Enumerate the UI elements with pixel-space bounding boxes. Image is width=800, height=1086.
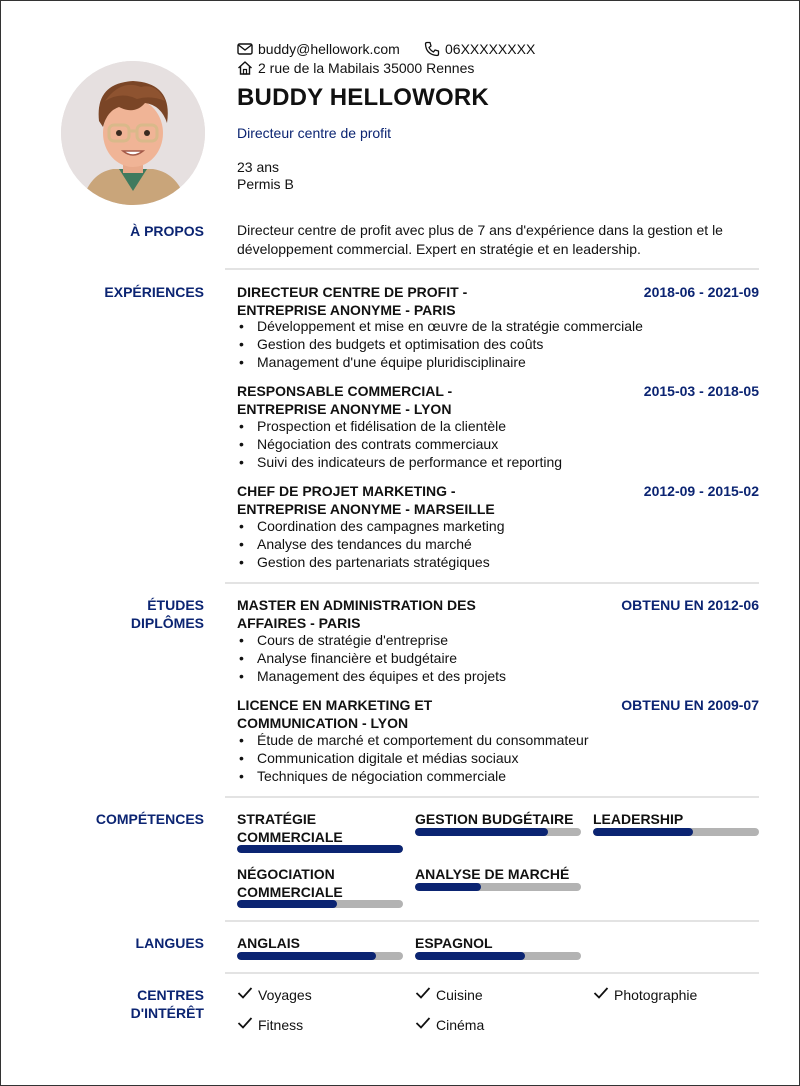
skill-bar-fill [237,845,403,853]
skill-bar [237,845,403,853]
education-title-line2: AFFAIRES - PARIS [237,615,361,631]
language-bar [415,952,581,960]
list-item: • Négociation des contrats commerciaux [237,435,562,453]
section-label-line1: ÉTUDES [147,597,204,613]
skill-bar-fill [237,900,337,908]
experience-title-line2: ENTREPRISE ANONYME - LYON [237,401,452,417]
interest-label: Fitness [258,1016,304,1033]
section-label-about: À PROPOS [130,223,204,239]
education-bullets [237,731,589,785]
skill-name-line2: COMMERCIALE [237,829,343,845]
skill-bar-fill [415,828,548,836]
interest-label: Cuisine [436,986,483,1003]
list-item: • Communication digitale et médias sociaux [237,749,589,767]
interest-item [237,986,312,1003]
education-date: OBTENU EN 2009-07 [621,697,759,713]
check-icon [593,986,609,1003]
skill-name [593,810,759,828]
email-text: buddy@hellowork.com [258,41,400,57]
list-item: • Cours de stratégie d'entreprise [237,631,506,649]
list-item: • Étude de marché et comportement du consommateur [237,731,589,749]
divider [225,796,759,798]
mail-icon [237,42,253,56]
education-title-line1: MASTER EN ADMINISTRATION DES [237,597,476,613]
skill-item [415,810,581,828]
divider [225,268,759,270]
experience-title [237,482,557,518]
skill-name-line1: ANALYSE DE MARCHÉ [415,866,570,882]
skill-bar-fill [415,883,481,891]
skill-bar [415,883,581,891]
skill-name-line2: COMMERCIALE [237,884,343,900]
check-icon [237,986,253,1003]
skill-item [415,865,581,883]
experience-dates: 2015-03 - 2018-05 [643,383,759,399]
language-item [237,934,403,952]
check-icon [237,1016,253,1033]
language-name: ANGLAIS [237,935,300,951]
skill-bar [593,828,759,836]
divider [225,582,759,584]
experience-dates: 2012-09 - 2015-02 [643,483,759,499]
check-icon [415,1016,431,1033]
education-bullets [237,631,506,685]
education-title [237,596,557,632]
skill-name-line1: STRATÉGIE [237,811,317,827]
interest-label: Photographie [614,986,698,1003]
list-item: • Prospection et fidélisation de la clientèle [237,417,562,435]
skill-name [237,810,403,846]
language-name: ESPAGNOL [415,935,493,951]
education-title-line2: COMMUNICATION - LYON [237,715,409,731]
interest-item [237,1016,303,1033]
interest-item [415,986,483,1003]
skill-item [593,810,759,828]
list-item: • Suivi des indicateurs de performance et reporting [237,453,562,471]
divider [225,972,759,974]
experience-title-line2: ENTREPRISE ANONYME - PARIS [237,302,456,318]
contact-phone[interactable] [424,41,535,57]
about-text: Directeur centre de profit avec plus de 7 ans d'expérience dans la gestion et le développement commercial. Expert en stratégie et en leadership. [237,222,723,257]
experience-title [237,382,557,418]
experience-dates: 2018-06 - 2021-09 [643,284,759,300]
section-label-line2: D'INTÉRÊT [130,1005,204,1021]
address-text: 2 rue de la Mabilais 35000 Rennes [258,60,475,76]
experience-title-line2: ENTREPRISE ANONYME - MARSEILLE [237,501,495,517]
candidate-name: BUDDY HELLOWORK [237,84,489,111]
skill-name-line1: LEADERSHIP [593,811,684,827]
phone-text: 06XXXXXXXX [445,41,536,57]
skill-name-line1: GESTION BUDGÉTAIRE [415,811,574,827]
experience-title-line1: CHEF DE PROJET MARKETING - [237,483,456,499]
language-item [415,934,581,952]
avatar [61,61,205,205]
list-item: • Analyse financière et budgétaire [237,649,506,667]
language-bar [237,952,403,960]
skill-item [237,865,403,901]
list-item: • Management des équipes et des projets [237,667,506,685]
list-item: • Gestion des budgets et optimisation des coûts [237,335,643,353]
contact-email[interactable] [237,41,400,57]
list-item: • Management d'une équipe pluridisciplinaire [237,353,643,371]
experience-title [237,283,557,319]
list-item: • Techniques de négociation commerciale [237,767,589,785]
section-label-line1: CENTRES [137,987,204,1003]
job-title: Directeur centre de profit [237,125,392,141]
section-label-interests [24,986,204,1022]
experience-bullets [237,417,562,471]
section-label-line2: DIPLÔMES [130,615,204,631]
skill-name [415,810,581,828]
skill-bar [415,828,581,836]
home-icon [237,60,253,76]
section-label-education [24,596,204,632]
education-title [237,696,557,732]
experience-bullets [237,317,643,371]
skill-bar [237,900,403,908]
driving-license: Permis B [237,176,294,192]
interest-label: Cinéma [436,1016,485,1033]
contact-address [237,60,474,76]
section-label-languages: LANGUES [135,935,204,951]
experience-bullets [237,517,504,571]
list-item: • Développement et mise en œuvre de la stratégie commerciale [237,317,643,335]
age: 23 ans [237,159,280,175]
skill-name [237,865,403,901]
interest-item [593,986,697,1003]
list-item: • Analyse des tendances du marché [237,535,504,553]
check-icon [415,986,431,1003]
list-item: • Gestion des partenariats stratégiques [237,553,504,571]
language-bar-fill [415,952,525,960]
interest-item [415,1016,484,1033]
list-item: • Coordination des campagnes marketing [237,517,504,535]
experience-title-line1: RESPONSABLE COMMERCIAL - [237,383,453,399]
interest-label: Voyages [258,986,312,1003]
experience-title-line1: DIRECTEUR CENTRE DE PROFIT - [237,284,468,300]
skill-name-line1: NÉGOCIATION [237,866,335,882]
education-title-line1: LICENCE EN MARKETING ET [237,697,433,713]
education-date: OBTENU EN 2012-06 [621,597,759,613]
skill-item [237,810,403,846]
skill-name [415,865,581,883]
language-bar-fill [237,952,376,960]
phone-icon [424,41,440,57]
section-label-skills: COMPÉTENCES [95,811,204,827]
skill-bar-fill [593,828,693,836]
section-label-experiences: EXPÉRIENCES [104,284,204,300]
divider [225,920,759,922]
